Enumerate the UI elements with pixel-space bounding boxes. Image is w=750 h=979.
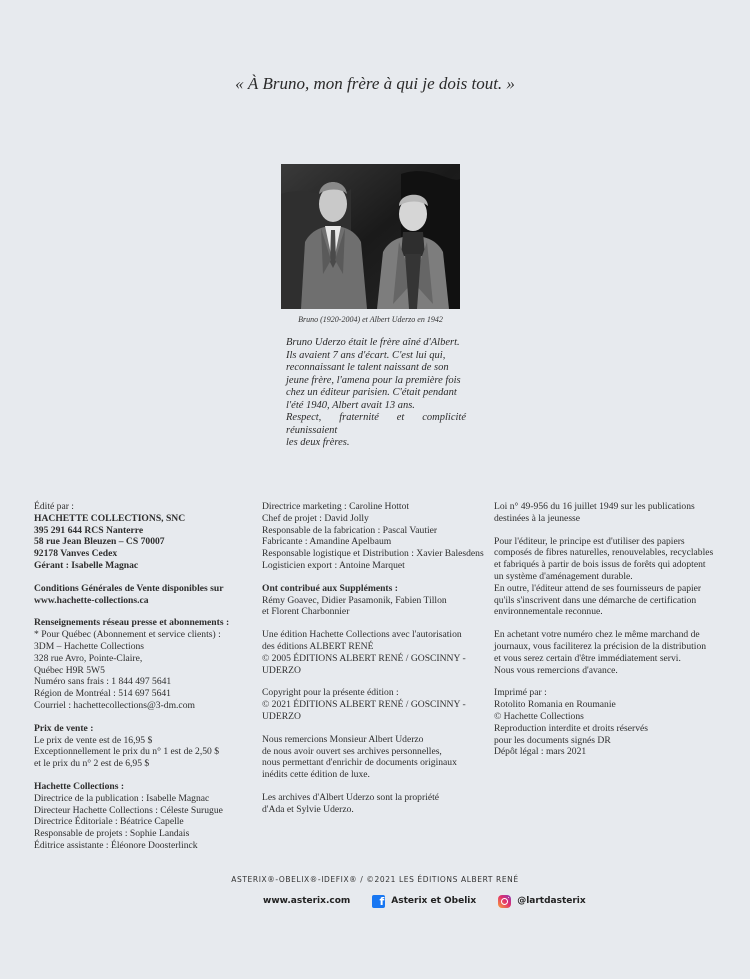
staff-line: Chef de projet : David Jolly: [262, 512, 369, 524]
price-line: Exceptionnellement le prix du n° 1 est de 2,50 $: [34, 746, 220, 758]
contrib-block: [262, 583, 484, 618]
printed-line: © Hachette Collections: [494, 710, 584, 722]
reserve-line: et vous serez certain d'être immédiatement servi.: [494, 652, 681, 664]
thanks-line: de nous avoir ouvert ses archives personnelles,: [262, 745, 442, 757]
dedication: « À Bruno, mon frère à qui je dois tout. »: [235, 74, 515, 93]
cgv-link: www.hachette-collections.ca: [34, 594, 149, 606]
copyright-line: Copyright pour la présente édition :: [262, 687, 399, 699]
staff-line: Fabricante : Amandine Apelbaum: [262, 536, 392, 548]
hachette-line: Éditrice assistante : Éléonore Doosterlinck: [34, 839, 198, 851]
edition-line: des éditions ALBERT RENÉ: [262, 640, 374, 652]
archives-block: [262, 792, 484, 816]
publisher-city: 92178 Vanves Cedex: [34, 548, 118, 560]
env-line: un système d'aménagement durable.: [494, 570, 633, 582]
contrib-title: Ont contribué aux Suppléments :: [262, 582, 398, 594]
env-line: et fabriqués à partir de bois issus de forêts qui adoptent: [494, 559, 706, 571]
printed-line: Imprimé par :: [494, 687, 547, 699]
bio-line: l'été 1940, Albert avait 13 ans.: [286, 399, 415, 411]
facebook-link[interactable]: Asterix et Obelix: [391, 896, 477, 906]
archives-line: d'Ada et Sylvie Uderzo.: [262, 803, 354, 815]
printed-line: Dépôt légal : mars 2021: [494, 746, 587, 758]
network-line: 3DM – Hachette Collections: [34, 640, 145, 652]
env-line: Pour l'éditeur, le principe est d'utiliser des papiers: [494, 535, 685, 547]
hachette-title: Hachette Collections :: [34, 780, 125, 792]
env-line: environnementale reconnue.: [494, 606, 603, 618]
edition-block: [262, 629, 484, 676]
staff-line: Logisticien export : Antoine Marquet: [262, 559, 405, 571]
bio-line: Bruno Uderzo était le frère aîné d'Albert.: [286, 337, 460, 348]
thanks-line: nous permettant d'enrichir de documents originaux: [262, 757, 457, 769]
reserve-block: [494, 629, 716, 676]
column-right: [494, 501, 716, 769]
network-line: Numéro sans frais : 1 844 497 5641: [34, 676, 172, 688]
copyright-line: UDERZO: [262, 710, 301, 722]
network-block: [34, 617, 239, 711]
instagram-link[interactable]: @lartdasterix: [517, 896, 586, 906]
cgv-block: [34, 583, 239, 607]
bio-line: reconnaissant le talent naissant de son: [286, 362, 449, 373]
publisher-rcs: 395 291 644 RCS Nanterre: [34, 524, 144, 536]
copyright-block: [262, 687, 484, 722]
price-line: Le prix de vente est de 16,95 $: [34, 734, 153, 746]
publisher-manager: Gérant : Isabelle Magnac: [34, 559, 139, 571]
photo-caption: Bruno (1920-2004) et Albert Uderzo en 1942: [298, 315, 443, 324]
printed-block: [494, 687, 716, 758]
copyright-line: © 2021 ÉDITIONS ALBERT RENÉ / GOSCINNY -: [262, 699, 466, 711]
price-title: Prix de vente :: [34, 722, 94, 734]
staff-block: [262, 501, 484, 572]
thanks-line: Nous remercions Monsieur Albert Uderzo: [262, 733, 424, 745]
publisher-name: HACHETTE COLLECTIONS, SNC: [34, 512, 186, 524]
reserve-line: En achetant votre numéro chez le même marchand de: [494, 629, 700, 641]
hachette-line: Directeur Hachette Collections : Céleste Surugue: [34, 804, 223, 816]
edition-line: UDERZO: [262, 664, 301, 676]
network-title: Renseignements réseau presse et abonnements :: [34, 617, 230, 629]
network-line: Région de Montréal : 514 697 5641: [34, 688, 171, 700]
facebook-icon: f: [372, 895, 385, 908]
reserve-line: Nous vous remercions d'avance.: [494, 664, 618, 676]
env-line: qu'ils s'inscrivent dans une démarche de certification: [494, 594, 697, 606]
edition-line: Une édition Hachette Collections avec l'autorisation: [262, 629, 462, 641]
thanks-line: inédits cette édition de luxe.: [262, 769, 370, 781]
network-line: 328 rue Avro, Pointe-Claire,: [34, 652, 143, 664]
thanks-block: [262, 734, 484, 781]
archives-line: Les archives d'Albert Uderzo sont la propriété: [262, 791, 440, 803]
bio-text: [286, 337, 466, 450]
publisher-label: Édité par :: [34, 501, 74, 512]
env-line: composés de fibres naturelles, renouvelables, recyclables: [494, 547, 714, 559]
reserve-line: journaux, vous faciliterez la précision de la distribution: [494, 640, 707, 652]
env-line: En outre, l'éditeur attend de ses fournisseurs de papier: [494, 582, 702, 594]
column-left: [34, 501, 239, 863]
bio-line: chez un éditeur parisien. C'était pendant: [286, 387, 457, 398]
staff-line: Directrice marketing : Caroline Hottot: [262, 501, 410, 512]
portrait-photo: [281, 164, 460, 309]
publisher-block: [34, 501, 239, 572]
staff-line: Responsable de la fabrication : Pascal Vautier: [262, 524, 438, 536]
bio-line: les deux frères.: [286, 437, 350, 448]
network-line: * Pour Québec (Abonnement et service clients) :: [34, 629, 221, 641]
contrib-line: Rémy Goavec, Didier Pasamonik, Fabien Tillon: [262, 594, 447, 606]
website-link[interactable]: www.asterix.com: [263, 896, 351, 906]
contrib-line: et Florent Charbonnier: [262, 606, 350, 618]
law-line: destinées à la jeunesse: [494, 512, 581, 524]
network-line: Québec H9R 5W5: [34, 664, 105, 676]
hachette-line: Directrice de la publication : Isabelle Magnac: [34, 792, 210, 804]
printed-line: Reproduction interdite et droits réservés: [494, 722, 648, 734]
printed-line: pour les documents signés DR: [494, 734, 611, 746]
edition-line: © 2005 ÉDITIONS ALBERT RENÉ / GOSCINNY -: [262, 652, 466, 664]
cgv-line: Conditions Générales de Vente disponibles sur: [34, 582, 224, 594]
hachette-line: Responsable de projets : Sophie Landais: [34, 828, 190, 840]
footer-links: [263, 892, 586, 910]
printed-line: Rotolito Romania en Roumanie: [494, 699, 616, 711]
trademark-line: ASTERIX®-OBELIX®-IDEFIX® / ©2021 LES ÉDITIONS ALBERT RENÉ: [231, 875, 519, 884]
instagram-icon: [498, 895, 511, 908]
price-line: et le prix du n° 2 est de 6,95 $: [34, 758, 150, 770]
price-block: [34, 723, 239, 770]
publisher-address: 58 rue Jean Bleuzen – CS 70007: [34, 536, 165, 548]
bio-line: Ils avaient 7 ans d'écart. C'est lui qui,: [286, 349, 446, 361]
hachette-line: Directrice Éditoriale : Béatrice Capelle: [34, 816, 184, 828]
column-middle: [262, 501, 484, 827]
bio-line: jeune frère, l'amena pour la première fois: [286, 374, 461, 386]
environment-block: [494, 536, 716, 619]
network-line: Courriel : hachettecollections@3-dm.com: [34, 699, 195, 711]
staff-line: Responsable logistique et Distribution : Xavier Balesdens: [262, 548, 484, 560]
law-line: Loi n° 49-956 du 16 juillet 1949 sur les publications: [494, 501, 695, 512]
bio-line: Respect, fraternité et complicité réunissaient: [286, 412, 466, 436]
hachette-block: [34, 781, 239, 852]
law-block: [494, 501, 716, 525]
